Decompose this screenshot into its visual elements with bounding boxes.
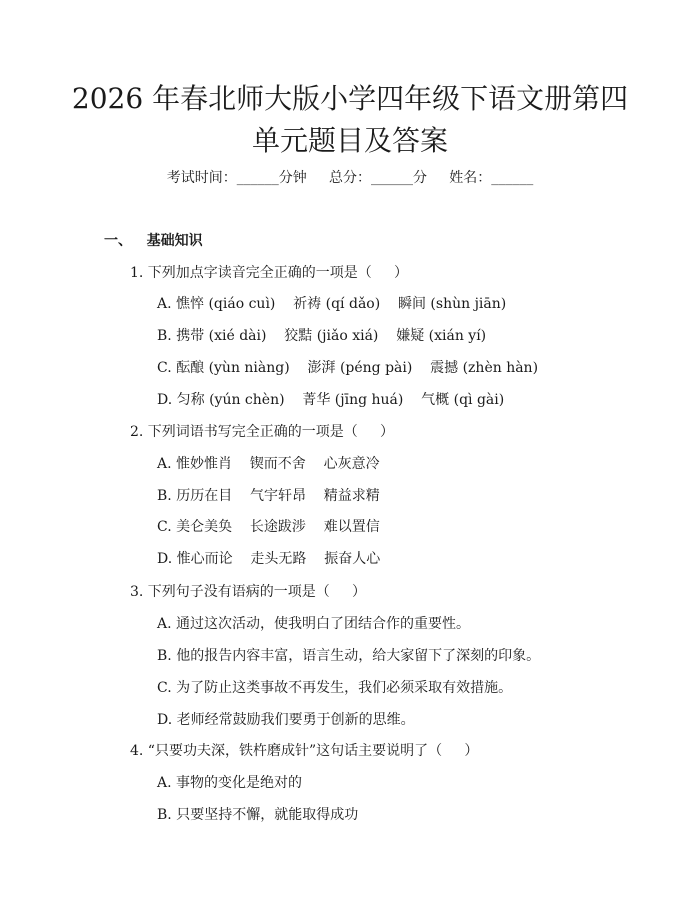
question-1-stem: 1. 下列加点字读音完全正确的一项是（ ）	[130, 265, 409, 281]
document-title	[40, 78, 660, 162]
question-4-option-b: B. 只要坚持不懈，就能取得成功	[157, 807, 359, 823]
question-2-option-a: A. 惟妙惟肖 锲而不舍 心灰意冷	[157, 456, 380, 472]
section-title: 基础知识	[146, 233, 203, 249]
question-3-option-c: C. 为了防止这类事故不再发生，我们必须采取有效措施。	[157, 680, 513, 696]
question-2-option-b: B. 历历在目 气宇轩昂 精益求精	[157, 488, 380, 504]
question-4-stem: 4. “只要功夫深，铁杵磨成针”这句话主要说明了（ ）	[130, 743, 479, 759]
section-number: 一、	[104, 233, 132, 249]
question-2-option-c: C. 美仑美奂 长途跋涉 难以置信	[157, 519, 380, 535]
question-1-option-b: B. 携带 (xié dài) 狡黠 (jiǎo xiá) 嫌疑 (xián yí)	[157, 328, 487, 344]
question-3-option-b: B. 他的报告内容丰富，语言生动，给大家留下了深刻的印象。	[157, 648, 541, 664]
question-1-option-c: C. 酝酿 (yùn niàng) 澎湃 (péng pài) 震撼 (zhèn hàn)	[157, 360, 539, 376]
question-2-option-d: D. 惟心而论 走头无路 振奋人心	[157, 551, 381, 567]
question-4-option-a: A. 事物的变化是绝对的	[157, 775, 303, 791]
question-3-stem: 3. 下列句子没有语病的一项是（ ）	[130, 584, 367, 600]
title-line-2: 单元题目及答案	[251, 124, 448, 157]
question-2-stem: 2. 下列词语书写完全正确的一项是（ ）	[130, 424, 395, 440]
question-3-option-a: A. 通过这次活动，使我明白了团结合作的重要性。	[157, 616, 471, 632]
question-3-option-d: D. 老师经常鼓励我们要勇于创新的思维。	[157, 712, 415, 728]
exam-meta-line: 考试时间：______分钟 总分：______分 姓名：______	[166, 170, 534, 186]
section-heading	[104, 230, 203, 250]
question-1-option-a: A. 憔悴 (qiáo cuì) 祈祷 (qí dǎo) 瞬间 (shùn jiān)	[157, 296, 507, 312]
title-line-1: 2026 年春北师大版小学四年级下语文册第四	[71, 82, 629, 115]
question-1-option-d: D. 匀称 (yún chèn) 菁华 (jīng huá) 气概 (qì gài)	[157, 392, 505, 408]
